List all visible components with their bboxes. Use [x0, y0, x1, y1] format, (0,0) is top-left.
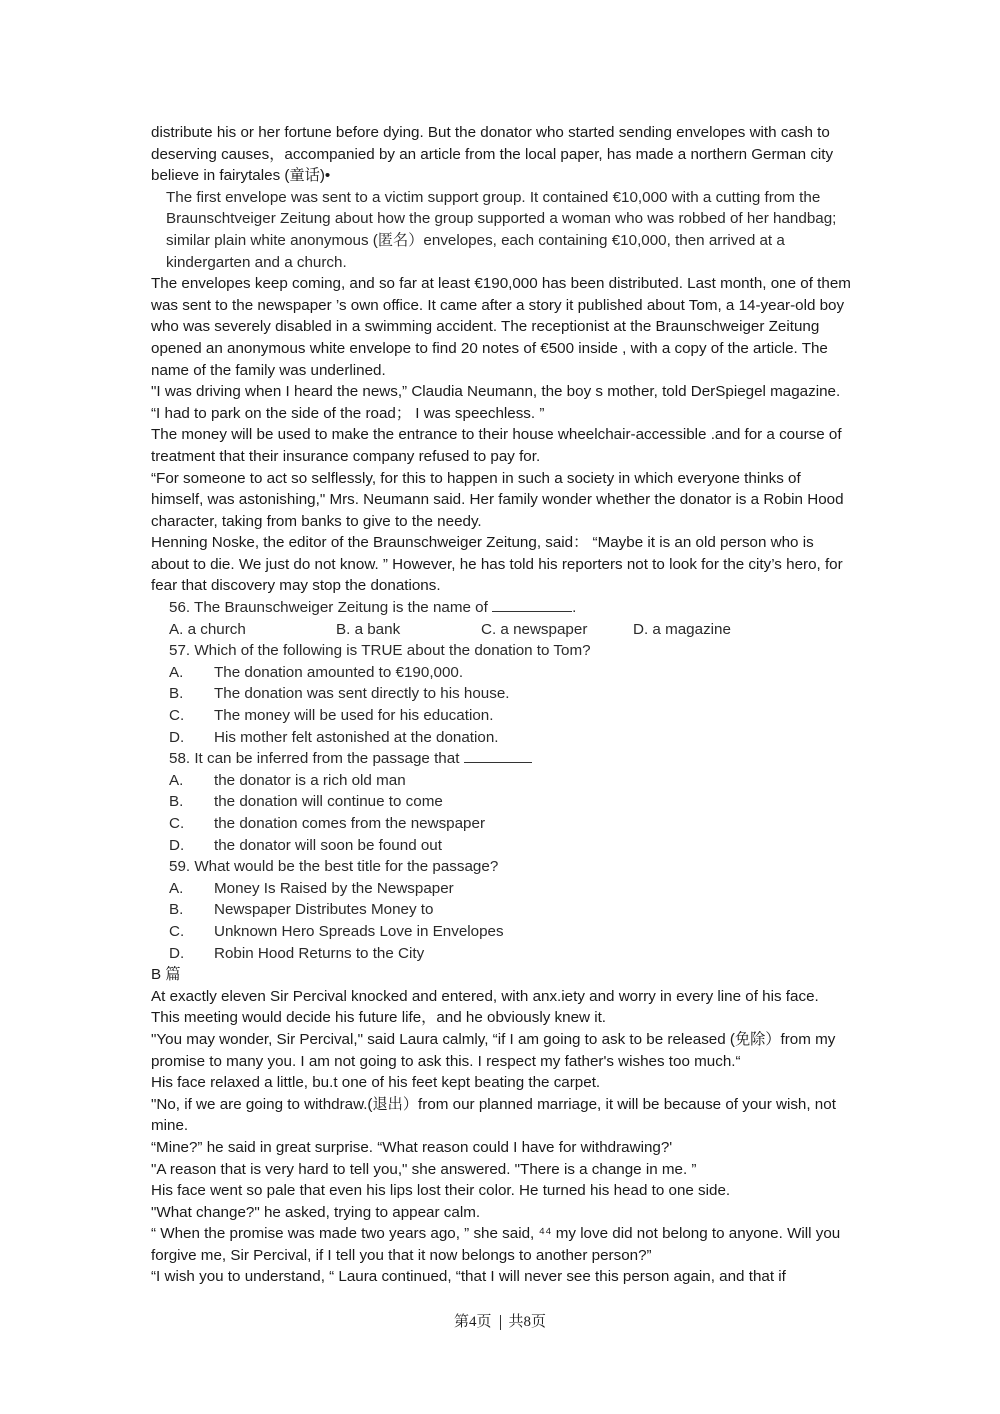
option-text: the donation will continue to come [214, 793, 443, 811]
passage-b-heading: B 篇 [151, 966, 181, 984]
option-text: Newspaper Distributes Money to [214, 901, 434, 919]
question-58-option-b [151, 791, 851, 813]
page-content [151, 122, 851, 1288]
option-text: Money Is Raised by the Newspaper [214, 879, 454, 897]
question-56-end: . [572, 599, 577, 617]
question-59-option-b [151, 899, 851, 921]
question-58-option-a [151, 770, 851, 792]
option-letter: A. [169, 663, 184, 681]
passage-a-paragraph-4: "I was driving when I heard the news,” Claudia Neumann, the boy s mother, told DerSpiegel magazine. “I had to park on the side of the road； I was speechless. ” [151, 383, 841, 422]
passage-b-line-8: "What change?" he asked, trying to appear calm. [151, 1203, 481, 1221]
page-footer [0, 1310, 1000, 1331]
option-text: Robin Hood Returns to the City [214, 944, 425, 962]
question-56-options [151, 619, 851, 641]
question-57-stem: 57. Which of the following is TRUE about the donation to Tom? [169, 642, 591, 660]
question-57-option-c [151, 705, 851, 727]
option-letter: A. [169, 771, 184, 789]
option-text: The money will be used for his education. [214, 707, 494, 725]
option-d: D. a magazine [633, 620, 731, 638]
option-letter: B. [169, 901, 184, 919]
question-57-option-a [151, 662, 851, 684]
question-57-option-d [151, 727, 851, 749]
question-58-text: 58. It can be inferred from the passage that [169, 750, 460, 768]
question-58-stem [151, 748, 851, 770]
passage-b-line-1: At exactly eleven Sir Percival knocked and entered, with anx.iety and worry in every line of his face. This meeting would decide his future life，and he obviously knew it. [151, 987, 819, 1027]
question-58-option-c [151, 813, 851, 835]
page-total: 共8页 [508, 1314, 547, 1330]
answer-blank [464, 748, 532, 763]
passage-a-paragraph-7: Henning Noske, the editor of the Braunschweiger Zeitung, said： “Maybe it is an old person who is about to die. We just do not know. ” However, he has told his reporters not to look for the city’s hero, for fear that discovery may stop the donations. [151, 534, 843, 595]
passage-a-paragraph-3: The envelopes keep coming, and so far at least €190,000 has been distributed. Last month, one of them was sent to the newspaper ’s own office. It came after a story it published about Tom, a 14-year-old boy who was severely disabled in a swimming accident. The receptionist at the Braunschweiger Zeitung opened an anonymous white envelope to find 20 notes of €500 inside , with a copy of the article. The name of the family was underlined. [151, 275, 851, 379]
option-letter: B. [169, 685, 184, 703]
option-text: the donator will soon be found out [214, 836, 442, 854]
passage-b-line-2: "You may wonder, Sir Percival," said Laura calmly, “if I am going to ask to be released (免除）from my promise to many you. I am not going to ask this. I respect my father's wishes too much.“ [151, 1030, 836, 1070]
question-56-text: 56. The Braunschweiger Zeitung is the name of [169, 599, 488, 617]
option-text: His mother felt astonished at the donation. [214, 728, 499, 746]
passage-a-paragraph-2: The first envelope was sent to a victim support group. It contained €10,000 with a cutting from the Braunschtveiger Zeitung about how the group supported a woman who was robbed of her handbag; similar plain white anonymous (匿名）envelopes, each containing €10,000, then arrived at a kindergarten and a church. [166, 188, 837, 271]
passage-a-paragraph-1: distribute his or her fortune before dying. But the donator who started sending envelopes with cash to deserving causes，accompanied by an article from the local paper, has made a northern German city believe in fairytales (童话)• [151, 124, 834, 185]
option-letter: A. [169, 879, 184, 897]
question-59-option-a [151, 878, 851, 900]
passage-b-line-3: His face relaxed a little, bu.t one of his feet kept beating the carpet. [151, 1074, 601, 1092]
question-59-option-c [151, 921, 851, 943]
passage-b-line-10: “I wish you to understand, “ Laura continued, “that I will never see this person again, and that if [151, 1268, 786, 1286]
passage-b-line-5: “Mine?” he said in great surprise. “What reason could I have for withdrawing?' [151, 1138, 673, 1156]
option-a: A. a church [169, 620, 246, 638]
answer-blank [492, 597, 572, 612]
option-letter: D. [169, 836, 185, 854]
question-59-stem: 59. What would be the best title for the passage? [169, 858, 499, 876]
option-text: the donator is a rich old man [214, 771, 406, 789]
question-57-option-b [151, 683, 851, 705]
passage-a-paragraph-6: “For someone to act so selflessly, for this to happen in such a society in which everyone thinks of himself, was astonishing," Mrs. Neumann said. Her family wonder whether the donator is a Robin Hood character, taking from banks to give to the needy. [151, 469, 844, 530]
passage-b-line-6: "A reason that is very hard to tell you," she answered. "There is a change in me. ” [151, 1160, 697, 1178]
passage-b-line-7: His face went so pale that even his lips lost their color. He turned his head to one side. [151, 1182, 731, 1200]
passage-a-paragraph-5: The money will be used to make the entrance to their house wheelchair-accessible .and for a course of treatment that their insurance company refused to pay for. [151, 426, 842, 465]
option-letter: D. [169, 728, 185, 746]
option-letter: C. [169, 815, 185, 832]
question-59-option-d [151, 943, 851, 965]
option-c: C. a newspaper [481, 620, 588, 638]
option-letter: C. [169, 707, 185, 725]
footer-divider [500, 1315, 501, 1330]
option-b: B. a bank [336, 620, 401, 638]
option-text: the donation comes from the newspaper [214, 815, 486, 832]
option-letter: D. [169, 944, 185, 962]
option-text: Unknown Hero Spreads Love in Envelopes [214, 922, 504, 940]
question-58-option-d [151, 835, 851, 857]
option-letter: C. [169, 922, 185, 940]
question-56-stem [151, 597, 851, 619]
passage-b-line-4: "No, if we are going to withdraw.(退出）from our planned marriage, it will be because of your wish, not mine. [151, 1095, 836, 1135]
option-text: The donation was sent directly to his house. [214, 685, 510, 703]
option-letter: B. [169, 793, 184, 811]
passage-b-line-9: “ When the promise was made two years ago, ” she said, ⁴⁴ my love did not belong to anyone. Will you forgive me, Sir Percival, if I tell you that it now belongs to another person?” [151, 1225, 841, 1264]
page-number: 第4页 [453, 1314, 492, 1330]
option-text: The donation amounted to €190,000. [214, 663, 464, 681]
